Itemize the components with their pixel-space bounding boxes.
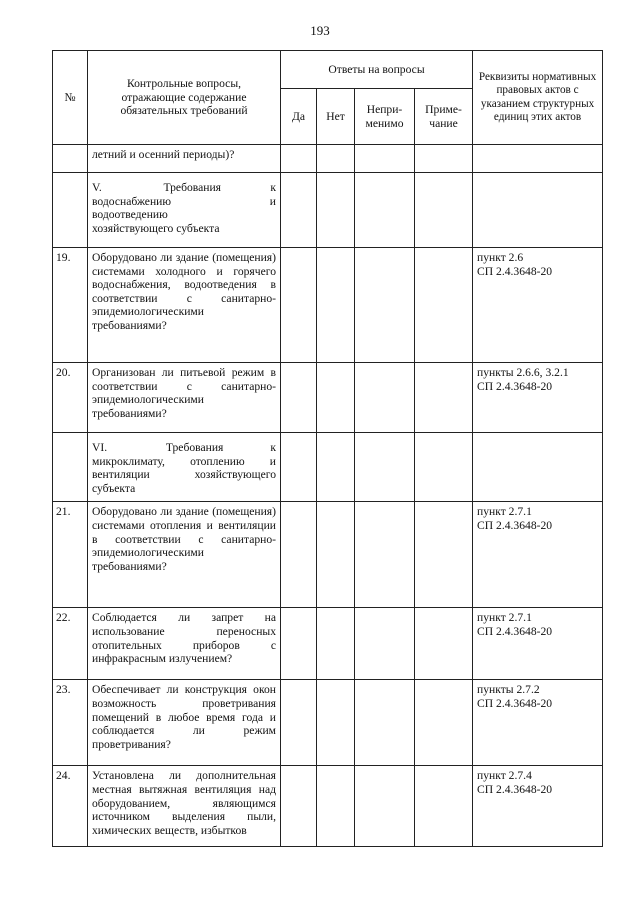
reference-item: пункт 2.7.4 (477, 769, 532, 783)
section-vi-heading: VI. Требования к микроклимату, отоплению и вентиляции хозяйствующего субъекта (88, 433, 281, 502)
question-text: Соблюдается ли запрет на использование переносных отопительных приборов с инфракрасным излучением? (88, 608, 281, 680)
header-yes: Да (281, 89, 317, 145)
row-number: 24. (53, 766, 88, 847)
reference-act: СП 2.4.3648-20 (477, 624, 553, 638)
checklist-table (52, 50, 603, 847)
requisites-cell (473, 363, 603, 433)
section-row (53, 173, 603, 248)
row-number: 23. (53, 680, 88, 766)
requisites-cell (473, 608, 603, 680)
question-text: Оборудовано ли здание (помещения) системами холодного и горячего водоснабжения, водоотведения в соответствии с санитарно-эпидемиологическими требованиями? (88, 248, 281, 363)
question-text: Организован ли питьевой режим в соответствии с санитарно-эпидемиологическими требованиями? (88, 363, 281, 433)
row-number: 21. (53, 502, 88, 608)
table-row (53, 502, 603, 608)
reference-item: пункт 2.6 (477, 251, 524, 264)
question-text: Обеспечивает ли конструкция окон возможность проветривания помещений в любое время года и соблюдается ли режим проветривания? (88, 680, 281, 766)
header-note: Приме-чание (415, 89, 473, 145)
header-number: № (53, 51, 88, 145)
reference-item: пункт 2.7.1 (477, 611, 532, 625)
header-no: Нет (317, 89, 355, 145)
table-row (53, 608, 603, 680)
header-not-applicable: Непри-менимо (355, 89, 415, 145)
reference-act: СП 2.4.3648-20 (477, 696, 553, 710)
reference-item: пункты 2.7.2 (477, 683, 540, 697)
requisites-cell (473, 766, 603, 847)
question-text: Установлена ли дополнительная местная вытяжная вентиляция над оборудованием, являющимся источником выделения пыли, химических веществ, избытков (88, 766, 281, 847)
row-number: 22. (53, 608, 88, 680)
reference-act: СП 2.4.3648-20 (477, 518, 553, 532)
table-row (53, 145, 603, 173)
reference-item: пункт 2.7.1 (477, 505, 532, 519)
continuation-text: летний и осенний периоды)? (88, 145, 281, 173)
table-row (53, 680, 603, 766)
reference-act: СП 2.4.3648-20 (477, 782, 553, 796)
reference-act: СП 2.4.3648-20 (477, 379, 553, 393)
section-v-heading: V. Требования к водоснабжению и водоотведению хозяйствующего субъекта (88, 173, 281, 248)
row-number: 19. (53, 248, 88, 363)
requisites-cell (473, 248, 603, 363)
header-requisites: Реквизиты нормативных правовых актов с указанием структурных единиц этих актов (473, 51, 603, 145)
requisites-cell (473, 680, 603, 766)
row-number: 20. (53, 363, 88, 433)
question-text: Оборудовано ли здание (помещения) системами отопления и вентиляции в соответствии с санитарно-эпидемиологическими требованиями? (88, 502, 281, 608)
section-row (53, 433, 603, 502)
page-number: 193 (310, 23, 330, 38)
table-row (53, 363, 603, 433)
table-row (53, 248, 603, 363)
table-row (53, 766, 603, 847)
header-question: Контрольные вопросы, отражающие содержание обязательных требований (88, 51, 281, 145)
header-answers: Ответы на вопросы (281, 51, 473, 89)
requisites-cell (473, 502, 603, 608)
reference-act: СП 2.4.3648-20 (477, 264, 553, 278)
reference-item: пункты 2.6.6, 3.2.1 (477, 366, 569, 379)
